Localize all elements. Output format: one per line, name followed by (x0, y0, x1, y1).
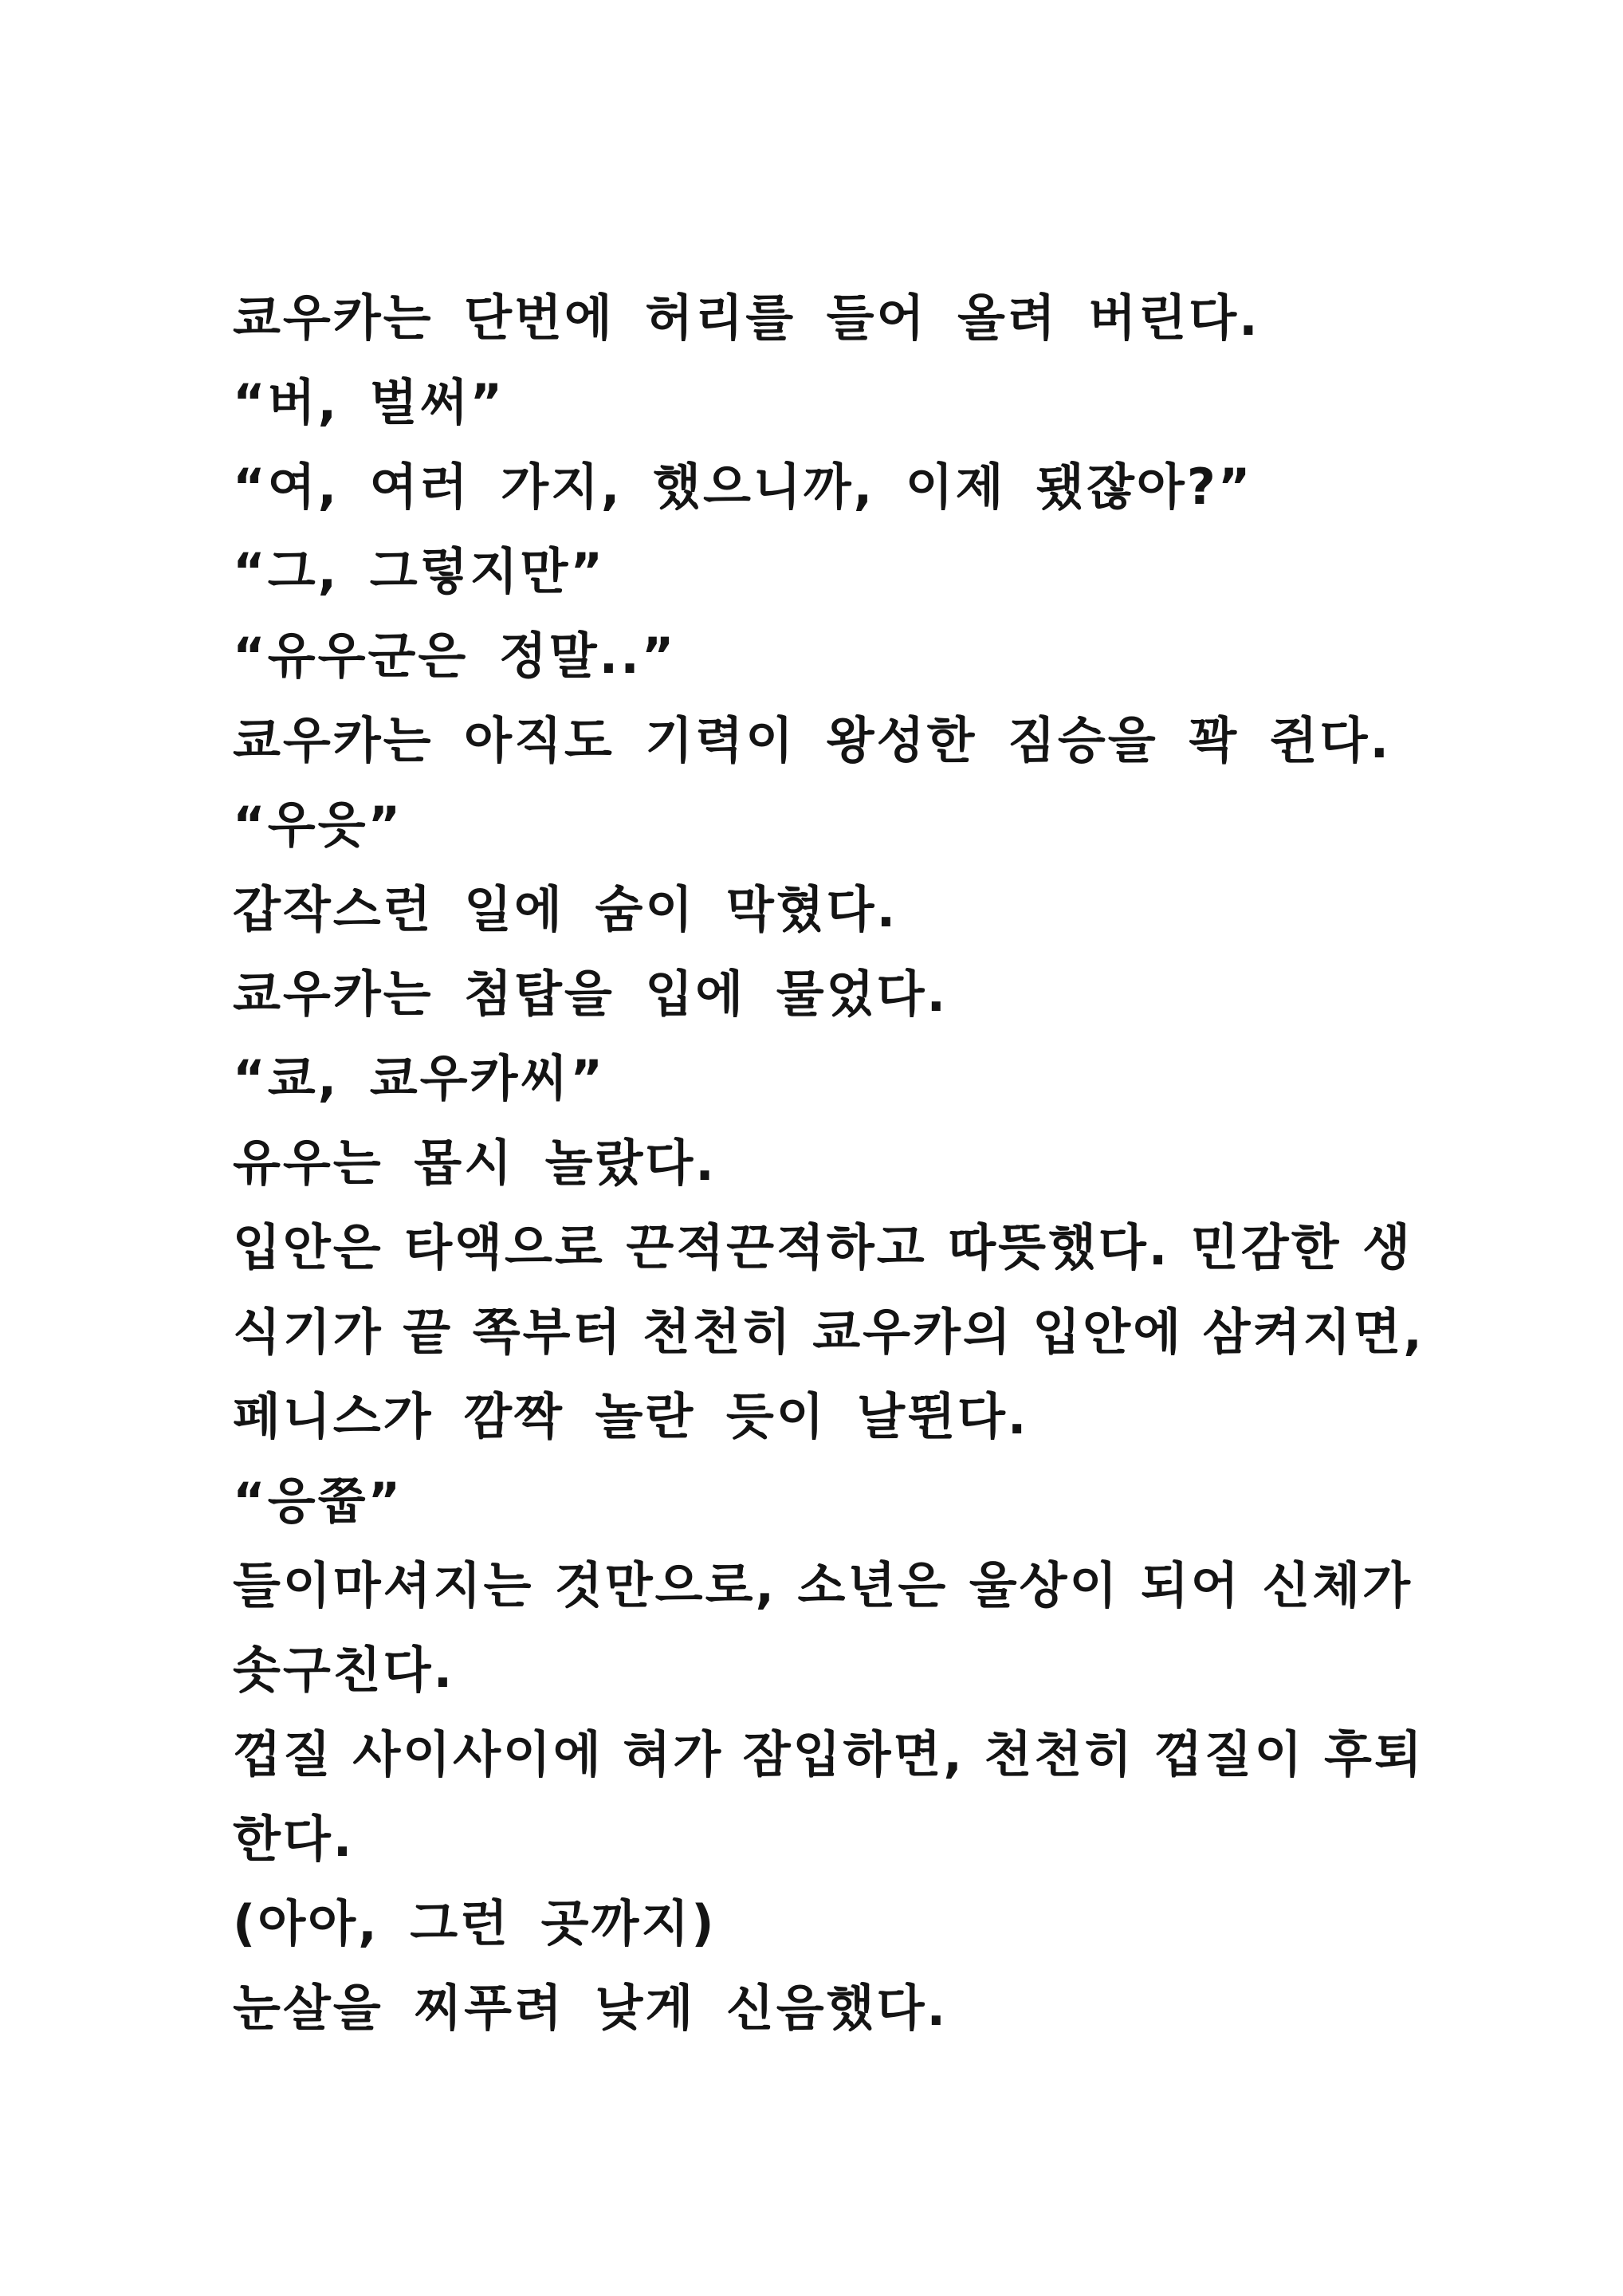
text-line: “버, 벌써” (233, 373, 505, 431)
text-line: 한다. (233, 1810, 355, 1868)
text-line: 껍질 사이사이에 혀가 잠입하면, 천천히 껍질이 후퇴 (233, 1725, 1425, 1783)
text-line: (아아, 그런 곳까지) (233, 1894, 717, 1952)
text-line: 솟구친다. (233, 1641, 455, 1699)
text-line: 쿄우카는 첨탑을 입에 물었다. (233, 965, 949, 1023)
text-line: 식기가 끝 쪽부터 천천히 쿄우카의 입안에 삼켜지면, (233, 1303, 1425, 1361)
text-line: 페니스가 깜짝 놀란 듯이 날뛴다. (233, 1387, 1029, 1445)
text-line: “유우군은 정말..” (233, 627, 677, 685)
body-text (233, 276, 1425, 2050)
text-line: 눈살을 찌푸려 낮게 신음했다. (233, 1979, 949, 2037)
text-line: “여, 여러 가지, 했으니까, 이제 됐잖아?” (233, 458, 1253, 516)
text-line: “우읏” (233, 796, 403, 854)
text-line: 들이마셔지는 것만으로, 소년은 울상이 되어 신체가 (233, 1556, 1413, 1614)
text-line: 쿄우카는 아직도 기력이 왕성한 짐승을 꽉 쥔다. (233, 711, 1392, 769)
text-line: 쿄우카는 단번에 허리를 들어 올려 버린다. (233, 289, 1260, 347)
text-line: 갑작스런 일에 숨이 막혔다. (233, 880, 898, 938)
text-line: 입안은 타액으로 끈적끈적하고 따뜻했다. 민감한 생 (233, 1218, 1413, 1276)
text-line: “그, 그렇지만” (233, 542, 606, 600)
text-line: “응쭙” (233, 1472, 403, 1530)
text-line: “쿄, 쿄우카씨” (233, 1049, 606, 1107)
text-line: 유우는 몹시 놀랐다. (233, 1134, 717, 1192)
